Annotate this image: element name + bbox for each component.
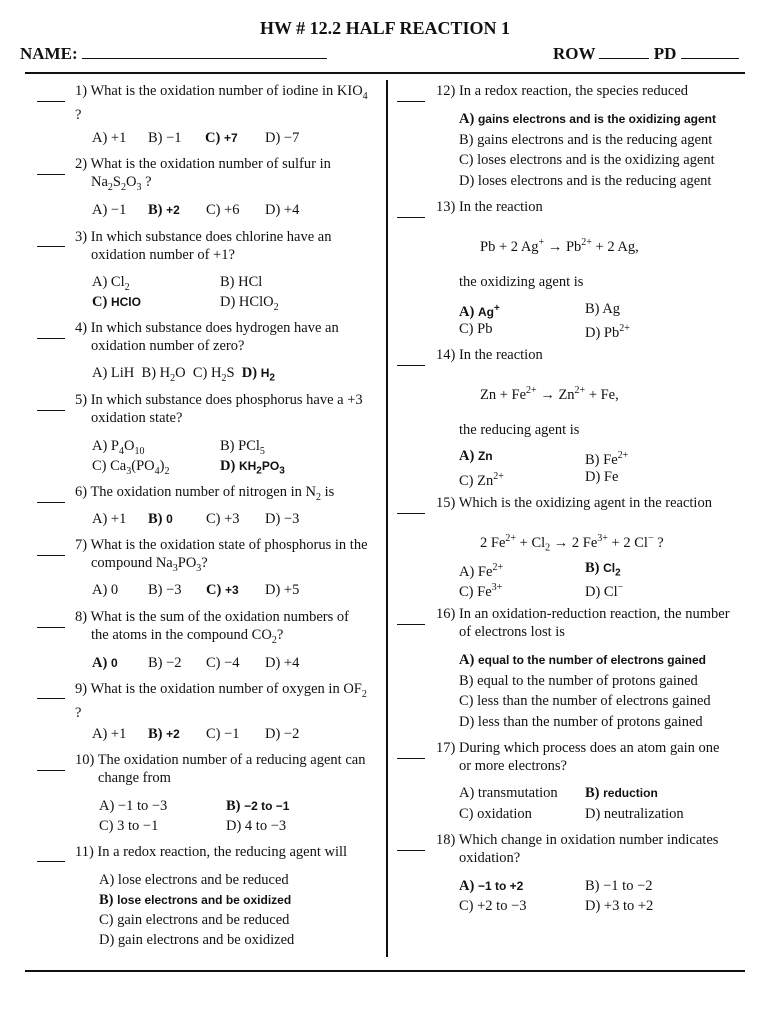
page-title: HW # 12.2 HALF REACTION 1 [259, 18, 511, 38]
answer-blank-5[interactable] [37, 410, 65, 411]
footer-divider [25, 970, 745, 972]
answer-blank-9[interactable] [37, 698, 65, 699]
answer-blank-4[interactable] [37, 338, 65, 339]
answer-blank-13[interactable] [397, 217, 425, 218]
row-pd-labels: ROW PD [553, 44, 739, 64]
column-divider [386, 80, 388, 957]
answer-blank-6[interactable] [37, 502, 65, 503]
equation-14: $Zn + Fe^{2+} \to Zn^{2+} + Fe$, [480, 385, 619, 403]
header-divider [25, 72, 745, 74]
name-label: NAME: [20, 44, 327, 64]
equation-13: Pb + 2 $Ag^+ \to Pb^{2+} + 2$ Ag, [480, 237, 639, 255]
answer-blank-12[interactable] [397, 101, 425, 102]
row-field[interactable] [599, 44, 649, 59]
answer-blank-10[interactable] [37, 770, 65, 771]
answer-blank-8[interactable] [37, 627, 65, 628]
answer-blank-2[interactable] [37, 174, 65, 175]
equation-15: 2 $Fe^{2+} + Cl_2 \to 2$ $Fe^{3+} + 2$ Cl− ? [480, 533, 664, 554]
answer-blank-3[interactable] [37, 246, 65, 247]
answer-blank-16[interactable] [397, 624, 425, 625]
answer-blank-17[interactable] [397, 758, 425, 759]
answer-blank-7[interactable] [37, 555, 65, 556]
answer-blank-14[interactable] [397, 365, 425, 366]
answer-blank-18[interactable] [397, 850, 425, 851]
answer-blank-15[interactable] [397, 513, 425, 514]
name-field[interactable] [82, 44, 327, 59]
pd-field[interactable] [681, 44, 739, 59]
answer-blank-11[interactable] [37, 861, 65, 862]
answer-blank-1[interactable] [37, 101, 65, 102]
